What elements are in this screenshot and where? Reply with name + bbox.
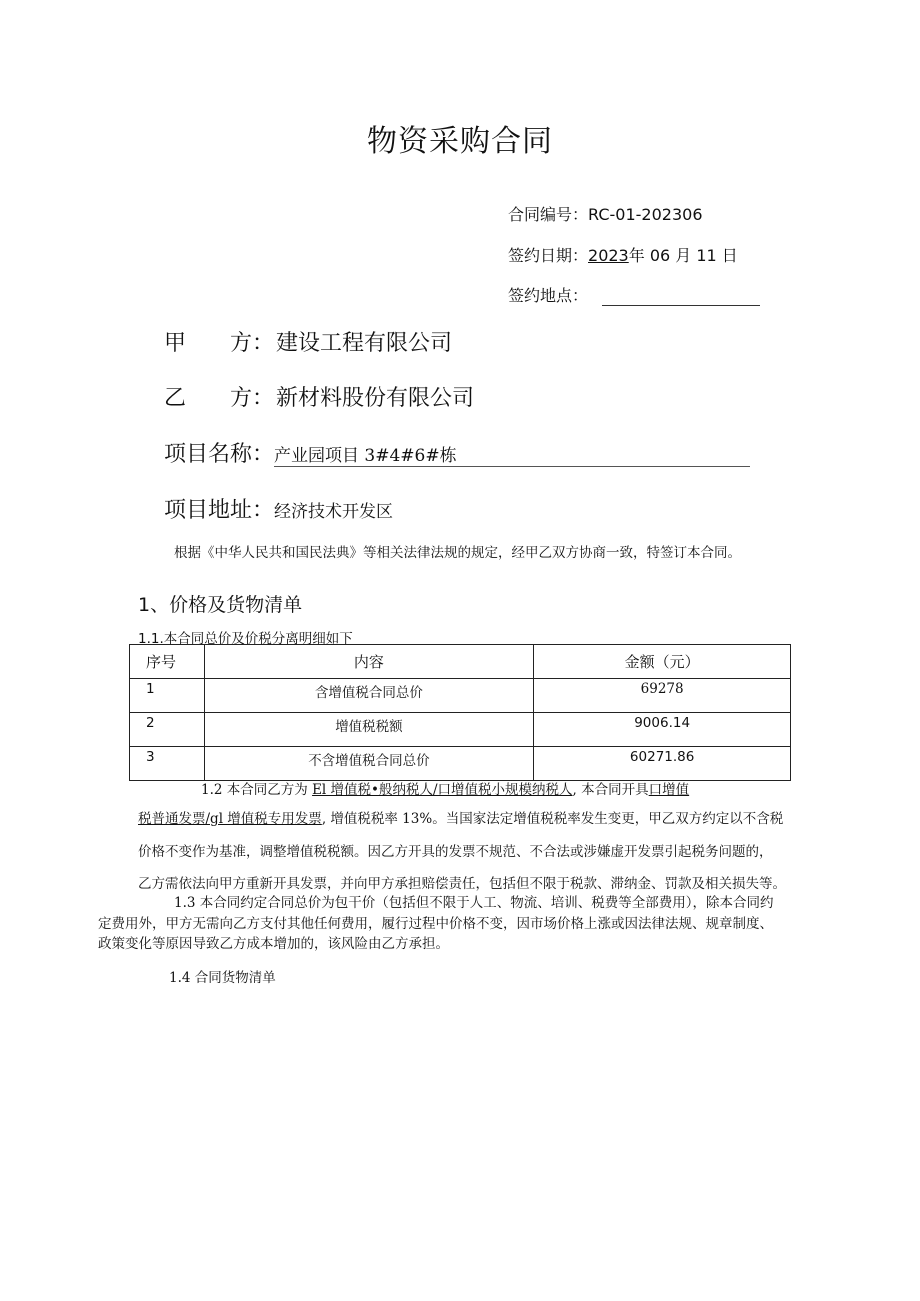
clause-1-3-line-3: 政策变化等原因导致乙方成本增加的，该风险由乙方承担。 — [98, 936, 449, 952]
table-row — [130, 679, 791, 713]
clause-1-4: 1.4 合同货物清单 — [169, 970, 276, 986]
sign-date-label: 签约日期： — [508, 246, 589, 265]
row-amount: 9006.14 — [534, 713, 791, 747]
section-1-heading: 1、价格及货物清单 — [138, 594, 303, 616]
project-address-value: 经济技术开发区 — [274, 502, 394, 522]
party-b-value: 新材料股份有限公司 — [276, 386, 475, 411]
project-name-value: 产业园项目 3#4#6#栋 — [274, 441, 750, 467]
sign-date-row — [508, 243, 738, 266]
sign-place-blank[interactable] — [602, 289, 760, 306]
party-a-value: 建设工程有限公司 — [276, 331, 453, 356]
party-a-label: 甲 方： — [164, 331, 275, 356]
project-address-row — [164, 493, 393, 524]
invoice-type-option-1: 口增值 — [648, 782, 690, 798]
clause-1-2-line-3: 价格不变作为基准，调整增值税税额。因乙方开具的发票不规范、不合法或涉嫌虚开发票引起税务问题的， — [138, 844, 773, 860]
contract-number-row — [508, 202, 703, 225]
row-index: 1 — [130, 679, 205, 713]
table-header-row — [130, 645, 791, 679]
clause-1-3-line-1: 1.3 本合同约定合同总价为包干价（包括但不限于人工、物流、培训、税费等全部费用），除本合同约 — [174, 895, 774, 911]
contract-title: 物资采购合同 — [367, 124, 553, 159]
row-content: 增值税税额 — [204, 713, 534, 747]
clause-1-2-mid: , 本合同开具 — [572, 782, 649, 798]
clause-1-2-line-4: 乙方需依法向甲方重新开具发票，并向甲方承担赔偿责任，包括但不限于税款、滞纳金、罚款及相关损失等。 — [138, 876, 786, 892]
table-caption: 1.1.本合同总价及价税分离明细如下 — [138, 631, 353, 647]
header-index: 序号 — [130, 645, 205, 679]
project-name-row — [164, 437, 750, 468]
row-content: 含增值税合同总价 — [204, 679, 534, 713]
table-row — [130, 713, 791, 747]
sign-date-rest: 年 06 月 11 日 — [628, 246, 738, 265]
contract-number-label: 合同编号： — [508, 205, 589, 224]
party-a-row — [164, 326, 452, 357]
price-table — [129, 644, 791, 781]
clause-1-2-line-1 — [201, 778, 689, 798]
header-content: 内容 — [204, 645, 534, 679]
sign-date-year: 2023 — [588, 246, 629, 265]
party-b-label: 乙 方： — [164, 386, 275, 411]
row-amount: 60271.86 — [534, 747, 791, 781]
row-content: 不含增值税合同总价 — [204, 747, 534, 781]
clause-1-2-line-2 — [138, 807, 783, 827]
row-index: 2 — [130, 713, 205, 747]
header-amount: 金额（元） — [534, 645, 791, 679]
party-b-row — [164, 381, 474, 412]
row-amount: 69278 — [534, 679, 791, 713]
clause-1-3-line-2: 定费用外，甲方无需向乙方支付其他任何费用，履行过程中价格不变，因市场价格上涨或因法律法规、规章制度、 — [98, 916, 773, 932]
sign-place-label: 签约地点： — [508, 286, 589, 305]
project-address-label: 项目地址： — [164, 498, 275, 523]
project-name-label: 项目名称： — [164, 442, 275, 467]
clause-1-2-tax-rate: , 增值税税率 13%。当国家法定增值税税率发生变更，甲乙双方约定以不含税 — [321, 811, 784, 827]
taxpayer-type-options: El 增值税•般纳税人/口增值税小规模纳税人 — [312, 782, 573, 798]
sign-place-row — [508, 283, 760, 306]
clause-1-2-prefix: 1.2 本合同乙方为 — [201, 782, 313, 798]
contract-number-value: RC-01-202306 — [588, 205, 703, 224]
table-row — [130, 747, 791, 781]
intro-paragraph: 根据《中华人民共和国民法典》等相关法律法规的规定，经甲乙双方协商一致，特签订本合同。 — [174, 545, 741, 561]
row-index: 3 — [130, 747, 205, 781]
invoice-type-option-2: 税普通发票/gl 增值税专用发票 — [138, 811, 322, 827]
